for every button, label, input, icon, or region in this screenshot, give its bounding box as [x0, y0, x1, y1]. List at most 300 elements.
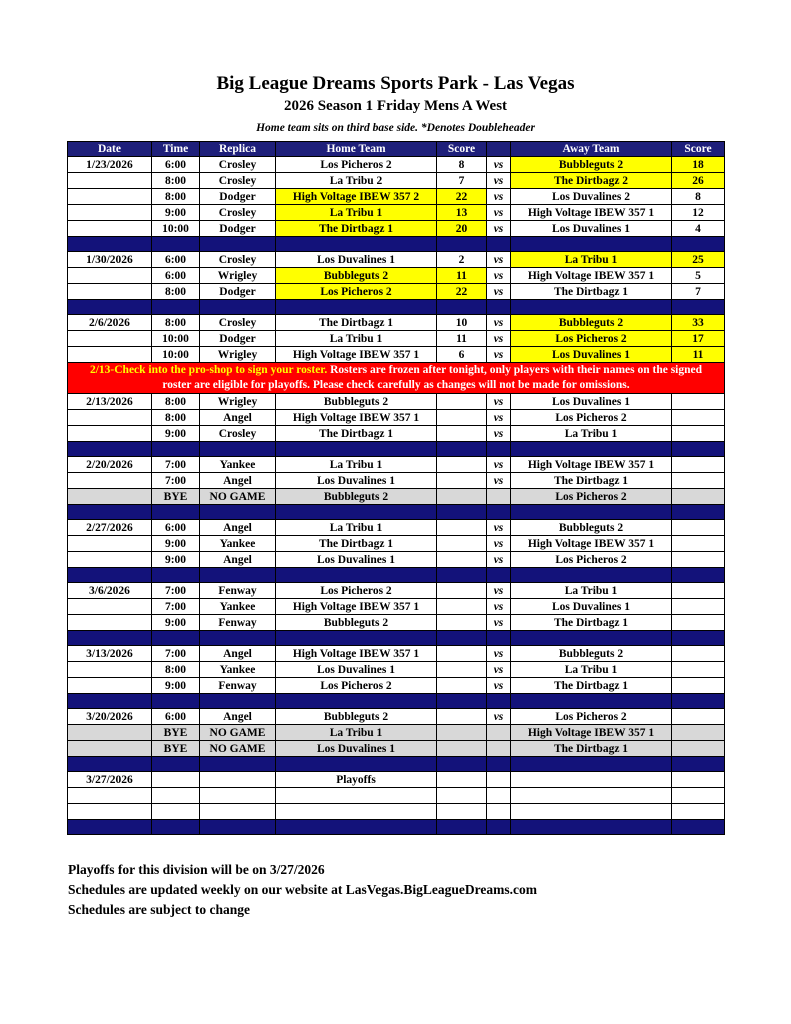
bye-row: [68, 489, 725, 505]
home-score-cell: 22: [437, 284, 487, 300]
time-cell: 10:00: [152, 331, 200, 347]
home-score-cell: 11: [437, 331, 487, 347]
away-score-cell: 12: [672, 205, 725, 221]
table-row: [68, 615, 725, 631]
home-team-cell: Los Duvalines 1: [276, 473, 437, 489]
table-row: [68, 646, 725, 662]
home-team-cell: High Voltage IBEW 357 1: [276, 599, 437, 615]
home-team-cell: The Dirtbagz 1: [276, 221, 437, 237]
separator-cell: [152, 820, 200, 835]
separator-cell: [437, 757, 487, 772]
away-score-cell: [672, 678, 725, 694]
date-cell: [68, 741, 152, 757]
table-row: [68, 347, 725, 363]
date-cell: 3/13/2026: [68, 646, 152, 662]
away-score-cell: [672, 599, 725, 615]
week-separator: [68, 505, 725, 520]
time-cell: 9:00: [152, 678, 200, 694]
separator-cell: [487, 694, 511, 709]
separator-cell: [276, 757, 437, 772]
col-header-date: Date: [68, 142, 152, 157]
date-cell: 1/30/2026: [68, 252, 152, 268]
table-row: [68, 804, 725, 820]
separator-cell: [68, 694, 152, 709]
replica-cell: Yankee: [200, 457, 276, 473]
replica-cell: [200, 788, 276, 804]
home-score-cell: [437, 772, 487, 788]
home-team-cell: Los Picheros 2: [276, 157, 437, 173]
roster-notice: [68, 363, 725, 394]
replica-cell: Fenway: [200, 583, 276, 599]
separator-cell: [200, 820, 276, 835]
replica-cell: Dodger: [200, 331, 276, 347]
replica-cell: Yankee: [200, 599, 276, 615]
table-row: [68, 189, 725, 205]
time-cell: 8:00: [152, 173, 200, 189]
roster-notice-row: [68, 363, 725, 394]
home-score-cell: [437, 536, 487, 552]
away-team-cell: The Dirtbagz 1: [511, 473, 672, 489]
vs-cell: [487, 741, 511, 757]
home-score-cell: [437, 489, 487, 505]
time-cell: 10:00: [152, 347, 200, 363]
away-team-cell: La Tribu 1: [511, 426, 672, 442]
separator-cell: [68, 631, 152, 646]
separator-cell: [511, 757, 672, 772]
time-cell: [152, 788, 200, 804]
separator-cell: [276, 237, 437, 252]
home-score-cell: [437, 725, 487, 741]
away-score-cell: 18: [672, 157, 725, 173]
date-cell: [68, 615, 152, 631]
vs-cell: [487, 772, 511, 788]
table-row: [68, 473, 725, 489]
field-note: Home team sits on third base side. *Denotes Doubleheader: [256, 122, 535, 134]
separator-cell: [200, 694, 276, 709]
replica-cell: Yankee: [200, 536, 276, 552]
vs-cell: vs: [487, 284, 511, 300]
vs-cell: vs: [487, 520, 511, 536]
home-score-cell: [437, 646, 487, 662]
table-row: [68, 520, 725, 536]
home-team-cell: La Tribu 1: [276, 457, 437, 473]
home-team-cell: High Voltage IBEW 357 2: [276, 189, 437, 205]
date-cell: 3/6/2026: [68, 583, 152, 599]
footer-playoffs-note: Playoffs for this division will be on 3/27/2026: [68, 862, 325, 877]
separator-cell: [511, 300, 672, 315]
away-team-cell: [511, 804, 672, 820]
away-score-cell: [672, 741, 725, 757]
time-cell: 8:00: [152, 284, 200, 300]
home-score-cell: [437, 662, 487, 678]
separator-cell: [511, 505, 672, 520]
date-cell: [68, 552, 152, 568]
away-score-cell: 33: [672, 315, 725, 331]
away-team-cell: Bubbleguts 2: [511, 520, 672, 536]
separator-cell: [276, 442, 437, 457]
time-cell: 6:00: [152, 709, 200, 725]
away-score-cell: [672, 489, 725, 505]
away-team-cell: The Dirtbagz 2: [511, 173, 672, 189]
table-row: [68, 221, 725, 237]
separator-cell: [276, 300, 437, 315]
col-header-away-team: Away Team: [511, 142, 672, 157]
home-score-cell: [437, 552, 487, 568]
home-score-cell: [437, 709, 487, 725]
separator-cell: [672, 568, 725, 583]
replica-cell: Angel: [200, 709, 276, 725]
separator-cell: [487, 757, 511, 772]
separator-cell: [672, 694, 725, 709]
separator-cell: [511, 568, 672, 583]
date-cell: [68, 788, 152, 804]
table-row: [68, 394, 725, 410]
time-cell: BYE: [152, 741, 200, 757]
table-row: [68, 331, 725, 347]
separator-cell: [276, 631, 437, 646]
separator-cell: [200, 757, 276, 772]
replica-cell: Angel: [200, 646, 276, 662]
roster-notice-lead: 2/13-Check into the pro-shop to sign your roster.: [89, 364, 328, 376]
home-team-cell: Los Duvalines 1: [276, 252, 437, 268]
time-cell: BYE: [152, 489, 200, 505]
separator-cell: [68, 300, 152, 315]
vs-cell: vs: [487, 457, 511, 473]
home-score-cell: [437, 615, 487, 631]
table-row: [68, 599, 725, 615]
away-score-cell: 5: [672, 268, 725, 284]
vs-cell: vs: [487, 315, 511, 331]
time-cell: 7:00: [152, 646, 200, 662]
away-score-cell: [672, 583, 725, 599]
time-cell: 9:00: [152, 426, 200, 442]
replica-cell: Yankee: [200, 662, 276, 678]
separator-cell: [152, 505, 200, 520]
away-team-cell: The Dirtbagz 1: [511, 741, 672, 757]
vs-cell: vs: [487, 709, 511, 725]
separator-cell: [672, 505, 725, 520]
separator-cell: [437, 820, 487, 835]
separator-cell: [672, 237, 725, 252]
separator-cell: [68, 442, 152, 457]
date-cell: 3/27/2026: [68, 772, 152, 788]
time-cell: 6:00: [152, 157, 200, 173]
date-cell: [68, 268, 152, 284]
vs-cell: vs: [487, 646, 511, 662]
away-score-cell: [672, 410, 725, 426]
away-team-cell: Los Picheros 2: [511, 489, 672, 505]
home-team-cell: Bubbleguts 2: [276, 268, 437, 284]
table-row: [68, 709, 725, 725]
date-cell: [68, 426, 152, 442]
home-team-cell: La Tribu 2: [276, 173, 437, 189]
replica-cell: Wrigley: [200, 394, 276, 410]
away-team-cell: La Tribu 1: [511, 662, 672, 678]
home-team-cell: La Tribu 1: [276, 725, 437, 741]
home-score-cell: [437, 678, 487, 694]
away-score-cell: [672, 457, 725, 473]
away-team-cell: The Dirtbagz 1: [511, 284, 672, 300]
table-row: [68, 583, 725, 599]
home-score-cell: [437, 457, 487, 473]
away-score-cell: 25: [672, 252, 725, 268]
away-score-cell: 17: [672, 331, 725, 347]
away-team-cell: Los Duvalines 1: [511, 599, 672, 615]
date-cell: [68, 221, 152, 237]
week-separator: [68, 820, 725, 835]
table-row: [68, 205, 725, 221]
home-score-cell: 10: [437, 315, 487, 331]
away-score-cell: [672, 725, 725, 741]
home-score-cell: [437, 473, 487, 489]
date-cell: [68, 347, 152, 363]
time-cell: 7:00: [152, 457, 200, 473]
home-score-cell: 2: [437, 252, 487, 268]
separator-cell: [276, 505, 437, 520]
replica-cell: Dodger: [200, 221, 276, 237]
table-row: [68, 788, 725, 804]
away-team-cell: Los Picheros 2: [511, 410, 672, 426]
home-score-cell: [437, 599, 487, 615]
replica-cell: Crosley: [200, 426, 276, 442]
separator-cell: [437, 300, 487, 315]
home-team-cell: High Voltage IBEW 357 1: [276, 410, 437, 426]
replica-cell: Crosley: [200, 173, 276, 189]
replica-cell: Crosley: [200, 252, 276, 268]
replica-cell: Fenway: [200, 615, 276, 631]
away-score-cell: [672, 520, 725, 536]
home-team-cell: Los Duvalines 1: [276, 552, 437, 568]
separator-cell: [511, 631, 672, 646]
away-team-cell: Bubbleguts 2: [511, 315, 672, 331]
date-cell: 3/20/2026: [68, 709, 152, 725]
separator-cell: [200, 442, 276, 457]
replica-cell: Crosley: [200, 315, 276, 331]
separator-cell: [276, 568, 437, 583]
table-row: [68, 536, 725, 552]
vs-cell: vs: [487, 426, 511, 442]
date-cell: [68, 725, 152, 741]
away-team-cell: Los Picheros 2: [511, 552, 672, 568]
vs-cell: vs: [487, 394, 511, 410]
vs-cell: vs: [487, 473, 511, 489]
time-cell: 8:00: [152, 315, 200, 331]
vs-cell: vs: [487, 331, 511, 347]
separator-cell: [152, 568, 200, 583]
separator-cell: [437, 442, 487, 457]
away-team-cell: [511, 788, 672, 804]
date-cell: 2/6/2026: [68, 315, 152, 331]
vs-cell: vs: [487, 268, 511, 284]
date-cell: [68, 489, 152, 505]
separator-cell: [200, 568, 276, 583]
home-team-cell: Los Duvalines 1: [276, 741, 437, 757]
time-cell: 6:00: [152, 268, 200, 284]
date-cell: 2/13/2026: [68, 394, 152, 410]
bye-row: [68, 741, 725, 757]
table-row: [68, 252, 725, 268]
table-row: [68, 157, 725, 173]
table-row: [68, 315, 725, 331]
time-cell: 8:00: [152, 662, 200, 678]
home-score-cell: 8: [437, 157, 487, 173]
time-cell: 7:00: [152, 583, 200, 599]
separator-cell: [487, 631, 511, 646]
away-team-cell: High Voltage IBEW 357 1: [511, 205, 672, 221]
table-row: [68, 426, 725, 442]
time-cell: 6:00: [152, 252, 200, 268]
date-cell: [68, 599, 152, 615]
away-team-cell: High Voltage IBEW 357 1: [511, 457, 672, 473]
date-cell: [68, 473, 152, 489]
replica-cell: NO GAME: [200, 725, 276, 741]
away-team-cell: [511, 772, 672, 788]
replica-cell: Dodger: [200, 284, 276, 300]
home-team-cell: The Dirtbagz 1: [276, 426, 437, 442]
bye-row: [68, 725, 725, 741]
away-team-cell: High Voltage IBEW 357 1: [511, 725, 672, 741]
table-row: [68, 552, 725, 568]
home-team-cell: Los Picheros 2: [276, 284, 437, 300]
home-score-cell: 20: [437, 221, 487, 237]
separator-cell: [200, 505, 276, 520]
away-score-cell: [672, 709, 725, 725]
home-score-cell: [437, 426, 487, 442]
separator-cell: [68, 820, 152, 835]
home-score-cell: [437, 788, 487, 804]
home-team-cell: Bubbleguts 2: [276, 394, 437, 410]
away-team-cell: High Voltage IBEW 357 1: [511, 536, 672, 552]
away-score-cell: 11: [672, 347, 725, 363]
away-team-cell: High Voltage IBEW 357 1: [511, 268, 672, 284]
vs-cell: vs: [487, 678, 511, 694]
date-cell: [68, 410, 152, 426]
time-cell: [152, 772, 200, 788]
separator-cell: [487, 820, 511, 835]
date-cell: [68, 189, 152, 205]
replica-cell: Angel: [200, 552, 276, 568]
home-team-cell: La Tribu 1: [276, 205, 437, 221]
separator-cell: [437, 568, 487, 583]
home-score-cell: 11: [437, 268, 487, 284]
separator-cell: [437, 237, 487, 252]
date-cell: 2/27/2026: [68, 520, 152, 536]
separator-cell: [437, 631, 487, 646]
home-team-cell: High Voltage IBEW 357 1: [276, 646, 437, 662]
replica-cell: Crosley: [200, 157, 276, 173]
time-cell: 9:00: [152, 615, 200, 631]
separator-cell: [511, 820, 672, 835]
away-score-cell: [672, 646, 725, 662]
away-team-cell: La Tribu 1: [511, 252, 672, 268]
date-cell: [68, 284, 152, 300]
home-team-cell: The Dirtbagz 1: [276, 536, 437, 552]
away-team-cell: Los Picheros 2: [511, 331, 672, 347]
away-team-cell: Bubbleguts 2: [511, 646, 672, 662]
away-team-cell: Los Picheros 2: [511, 709, 672, 725]
schedule-body: [68, 157, 725, 835]
vs-cell: vs: [487, 552, 511, 568]
away-team-cell: La Tribu 1: [511, 583, 672, 599]
vs-cell: vs: [487, 157, 511, 173]
vs-cell: [487, 804, 511, 820]
separator-cell: [152, 757, 200, 772]
replica-cell: Crosley: [200, 205, 276, 221]
home-team-cell: [276, 788, 437, 804]
page-subtitle: 2026 Season 1 Friday Mens A West: [283, 98, 508, 114]
vs-cell: vs: [487, 615, 511, 631]
table-row: [68, 457, 725, 473]
home-team-cell: The Dirtbagz 1: [276, 315, 437, 331]
time-cell: 8:00: [152, 189, 200, 205]
vs-cell: [487, 725, 511, 741]
home-team-cell: Los Picheros 2: [276, 678, 437, 694]
home-team-cell: La Tribu 1: [276, 520, 437, 536]
week-separator: [68, 694, 725, 709]
away-team-cell: Los Duvalines 1: [511, 394, 672, 410]
separator-cell: [672, 631, 725, 646]
home-score-cell: 13: [437, 205, 487, 221]
home-score-cell: 7: [437, 173, 487, 189]
vs-cell: [487, 489, 511, 505]
col-header-replica: Replica: [200, 142, 276, 157]
home-team-cell: Los Picheros 2: [276, 583, 437, 599]
vs-cell: vs: [487, 536, 511, 552]
away-team-cell: Bubbleguts 2: [511, 157, 672, 173]
vs-cell: vs: [487, 205, 511, 221]
separator-cell: [68, 568, 152, 583]
schedule-table: [67, 141, 725, 835]
week-separator: [68, 300, 725, 315]
home-score-cell: [437, 583, 487, 599]
separator-cell: [200, 300, 276, 315]
date-cell: [68, 205, 152, 221]
home-team-cell: La Tribu 1: [276, 331, 437, 347]
vs-cell: vs: [487, 221, 511, 237]
date-cell: [68, 173, 152, 189]
away-score-cell: 8: [672, 189, 725, 205]
replica-cell: Wrigley: [200, 268, 276, 284]
separator-cell: [672, 757, 725, 772]
time-cell: 10:00: [152, 221, 200, 237]
away-score-cell: [672, 788, 725, 804]
separator-cell: [511, 694, 672, 709]
replica-cell: Wrigley: [200, 347, 276, 363]
table-row: [68, 268, 725, 284]
replica-cell: NO GAME: [200, 741, 276, 757]
away-score-cell: 7: [672, 284, 725, 300]
separator-cell: [68, 757, 152, 772]
vs-cell: vs: [487, 662, 511, 678]
vs-cell: vs: [487, 599, 511, 615]
away-score-cell: [672, 662, 725, 678]
time-cell: 9:00: [152, 205, 200, 221]
col-header-away-score: Score: [672, 142, 725, 157]
away-score-cell: [672, 615, 725, 631]
home-score-cell: [437, 410, 487, 426]
away-score-cell: [672, 536, 725, 552]
home-score-cell: [437, 804, 487, 820]
footer-website-note: Schedules are updated weekly on our website at LasVegas.BigLeagueDreams.com: [68, 882, 538, 897]
vs-cell: vs: [487, 583, 511, 599]
separator-cell: [487, 237, 511, 252]
home-score-cell: [437, 741, 487, 757]
col-header-time: Time: [152, 142, 200, 157]
away-score-cell: 4: [672, 221, 725, 237]
table-row: [68, 772, 725, 788]
replica-cell: Angel: [200, 473, 276, 489]
replica-cell: Angel: [200, 520, 276, 536]
